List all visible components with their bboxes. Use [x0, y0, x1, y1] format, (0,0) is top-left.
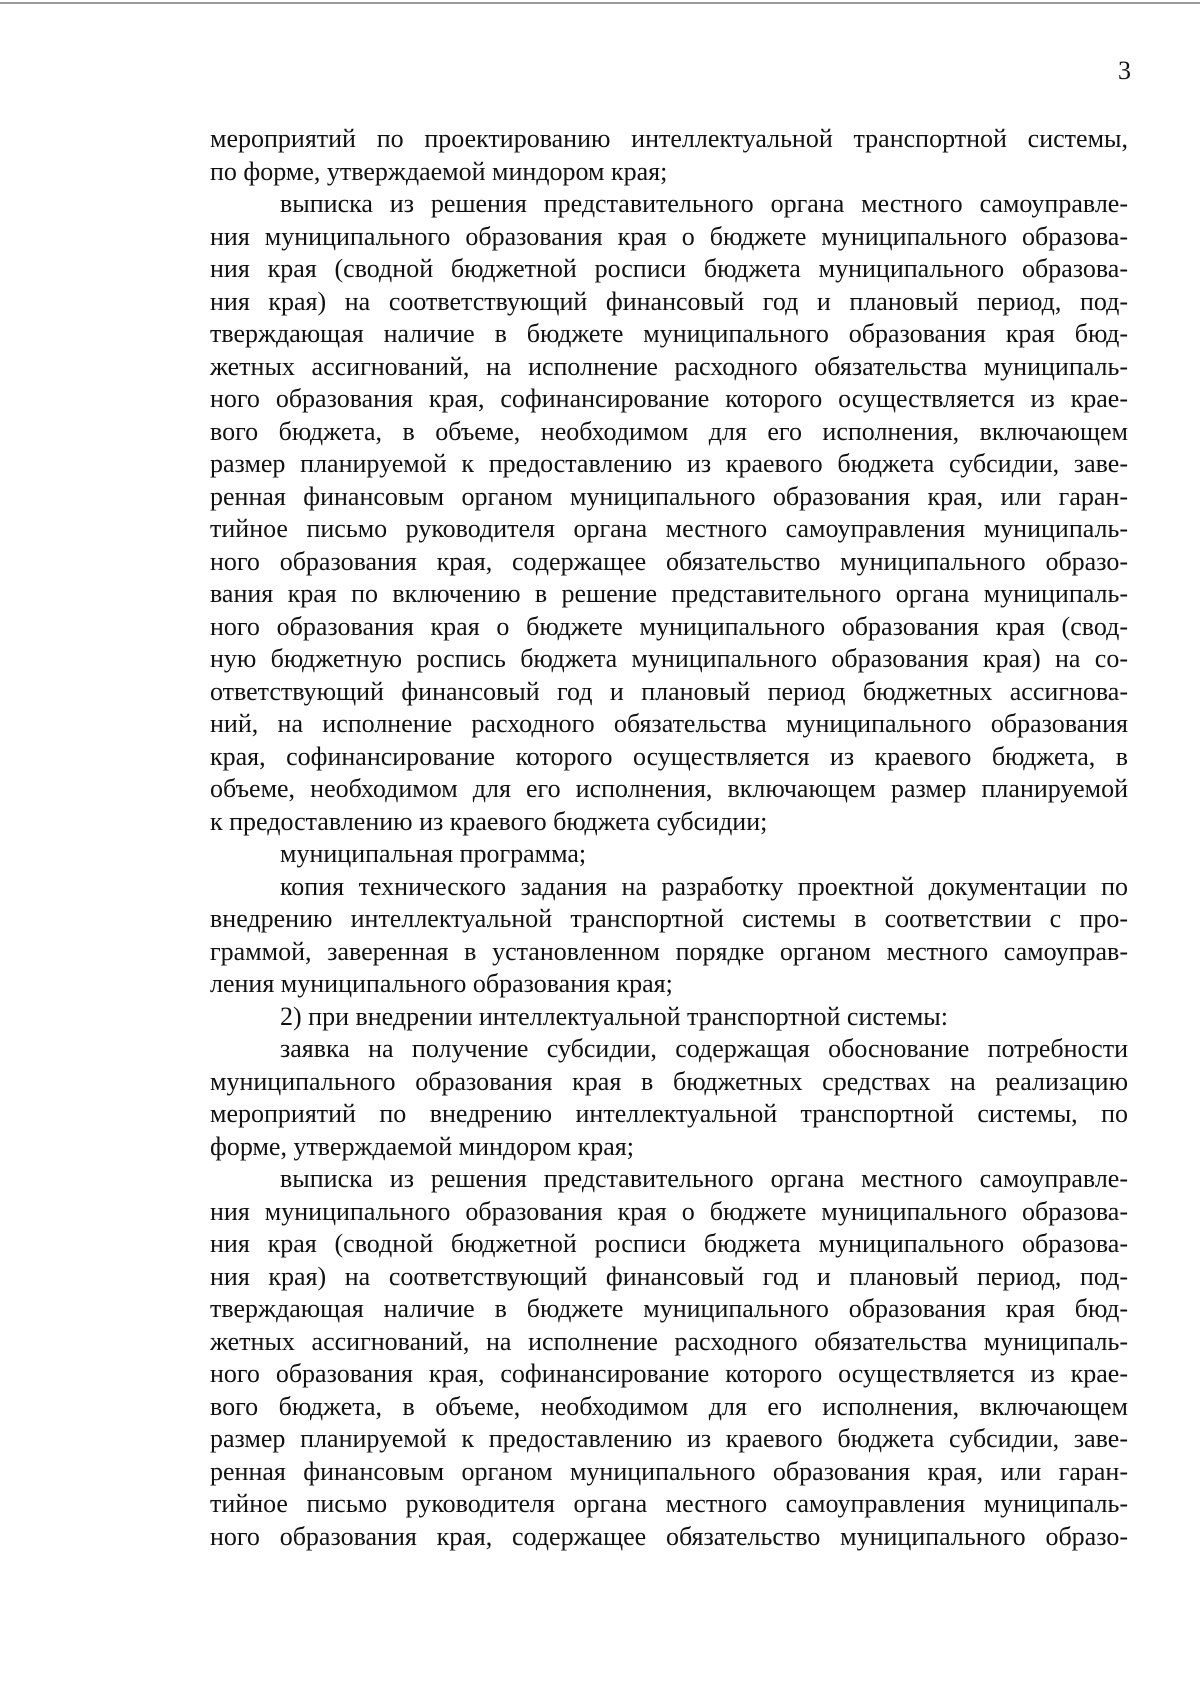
- text-line: ний, на исполнение расходного обязательства муниципального образования: [210, 709, 1128, 738]
- text-line: муниципальная программа;: [280, 839, 587, 868]
- text-line: ную бюджетную роспись бюджета муниципального образования края) на со-: [210, 644, 1128, 673]
- text-line: вого бюджета, в объеме, необходимом для его исполнения, включающем: [210, 1391, 1128, 1421]
- text-line: к предоставлению из краевого бюджета субсидии;: [210, 806, 768, 836]
- text-line: ния края) на соответствующий финансовый год и плановый период, под-: [210, 1261, 1128, 1291]
- text-line: ренная финансовым органом муниципального образования края, или гаран-: [210, 481, 1128, 511]
- text-line: копия технического задания на разработку проектной документации по: [280, 871, 1128, 901]
- text-line: ния муниципального образования края о бюджете муниципального образова-: [210, 221, 1128, 251]
- text-line: размер планируемой к предоставлению из краевого бюджета субсидии, заве-: [210, 449, 1128, 478]
- text-line: мероприятий по проектированию интеллектуальной транспортной системы,: [210, 124, 1128, 153]
- text-line: тийное письмо руководителя органа местного самоуправления муниципаль-: [210, 1489, 1128, 1518]
- document-body: [210, 123, 1128, 1553]
- text-line: ответствующий финансовый год и плановый период бюджетных ассигнова-: [210, 676, 1128, 706]
- text-line: жетных ассигнований, на исполнение расходного обязательства муниципаль-: [210, 1326, 1128, 1356]
- text-line: ления муниципального образования края;: [210, 969, 673, 998]
- text-line: жетных ассигнований, на исполнение расходного обязательства муниципаль-: [210, 351, 1128, 381]
- page-number: 3: [1118, 56, 1131, 85]
- text-line: ния края (сводной бюджетной росписи бюджета муниципального образова-: [210, 1229, 1128, 1258]
- text-line: внедрению интеллектуальной транспортной системы в соответствии с про-: [210, 904, 1128, 933]
- text-line: объеме, необходимом для его исполнения, включающем размер планируемой: [210, 774, 1128, 803]
- text-line: тверждающая наличие в бюджете муниципального образования края бюд-: [210, 1294, 1128, 1323]
- text-line: ренная финансовым органом муниципального образования края, или гаран-: [210, 1456, 1128, 1486]
- text-line: размер планируемой к предоставлению из краевого бюджета субсидии, заве-: [210, 1424, 1128, 1453]
- text-line: муниципального образования края в бюджетных средствах на реализацию: [210, 1066, 1128, 1096]
- text-line: ного образования края о бюджете муниципального образования края (свод-: [210, 611, 1128, 641]
- text-line: ного образования края, содержащее обязательство муниципального образо-: [210, 1521, 1128, 1551]
- text-line: ного образования края, софинансирование которого осуществляется из крае-: [210, 1359, 1128, 1388]
- text-line: вого бюджета, в объеме, необходимом для его исполнения, включающем: [210, 416, 1128, 446]
- text-line: ния края (сводной бюджетной росписи бюджета муниципального образова-: [210, 254, 1128, 283]
- text-line: заявка на получение субсидии, содержащая обоснование потребности: [280, 1034, 1128, 1063]
- text-line: края, софинансирование которого осуществляется из краевого бюджета, в: [210, 741, 1128, 771]
- text-line: ного образования края, содержащее обязательство муниципального образо-: [210, 546, 1128, 576]
- text-line: тверждающая наличие в бюджете муниципального образования края бюд-: [210, 319, 1128, 348]
- text-line: граммой, заверенная в установленном порядке органом местного самоуправ-: [210, 936, 1128, 966]
- text-line: ного образования края, софинансирование которого осуществляется из крае-: [210, 384, 1128, 413]
- text-line: форме, утверждаемой миндором края;: [210, 1131, 634, 1161]
- scan-edge-line: [0, 2, 1200, 4]
- text-line: по форме, утверждаемой миндором края;: [210, 156, 668, 186]
- text-line: ния муниципального образования края о бюджете муниципального образова-: [210, 1196, 1128, 1226]
- text-line: выписка из решения представительного органа местного самоуправле-: [280, 1164, 1128, 1193]
- text-line: вания края по включению в решение представительного органа муниципаль-: [210, 579, 1128, 608]
- text-line: мероприятий по внедрению интеллектуальной транспортной системы, по: [210, 1099, 1128, 1128]
- text-line: 2) при внедрении интеллектуальной транспортной системы:: [280, 1001, 948, 1031]
- text-line: выписка из решения представительного органа местного самоуправле-: [280, 189, 1128, 218]
- text-line: ния края) на соответствующий финансовый год и плановый период, под-: [210, 286, 1128, 316]
- text-line: тийное письмо руководителя органа местного самоуправления муниципаль-: [210, 514, 1128, 543]
